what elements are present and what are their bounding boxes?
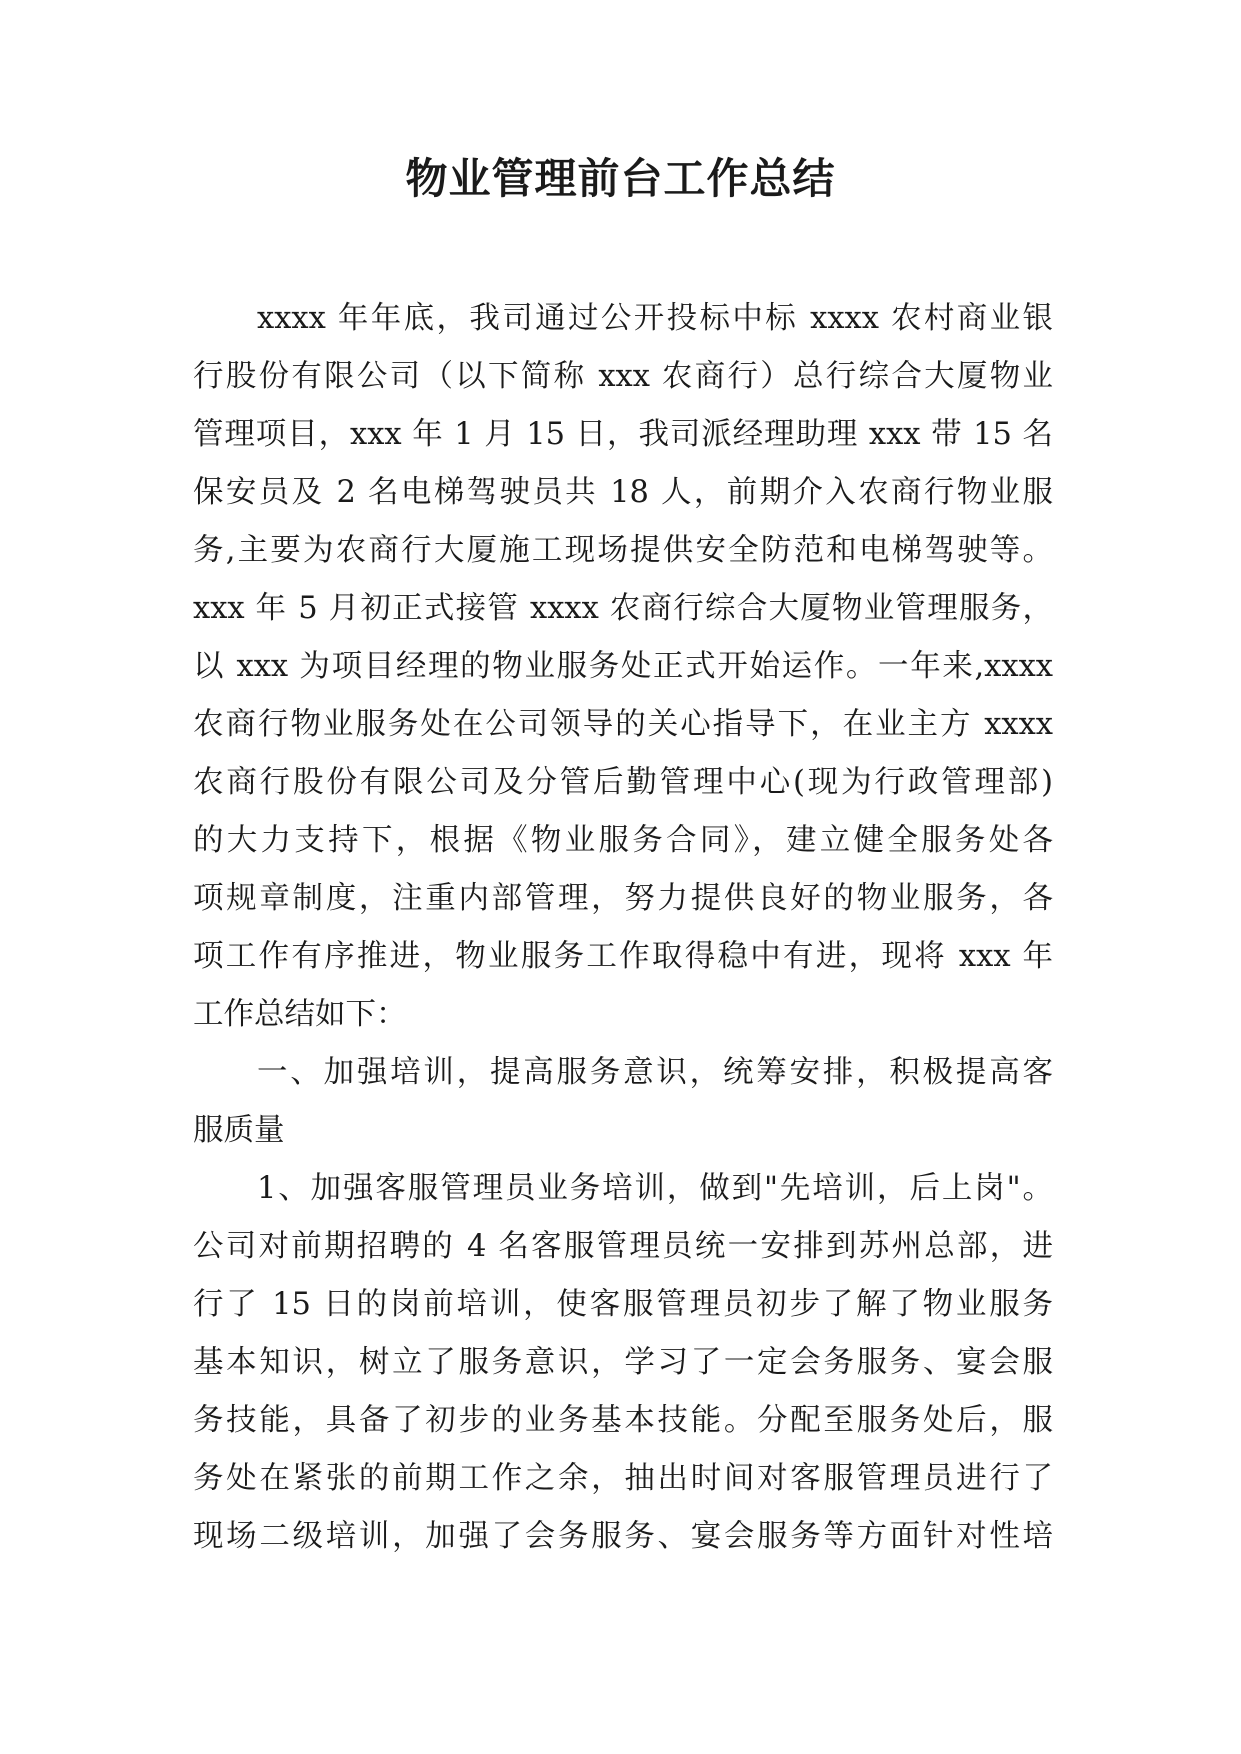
- paragraph-1-line-13: 工作总结如下：: [193, 997, 407, 1032]
- paragraph-1-line-4: 保安员及 2 名电梯驾驶员共 18 人，前期介入农商行物业服: [193, 475, 1053, 510]
- paragraph-1-line-9: 农商行股份有限公司及分管后勤管理中心(现为行政管理部): [193, 765, 1053, 800]
- paragraph-2-line-2: 公司对前期招聘的 4 名客服管理员统一安排到苏州总部，进: [193, 1229, 1053, 1264]
- document-title: 物业管理前台工作总结: [405, 154, 836, 203]
- paragraph-1-line-12: 项工作有序推进，物业服务工作取得稳中有进，现将 xxx 年: [193, 939, 1053, 974]
- paragraph-2-line-1: 1、加强客服管理员业务培训，做到"先培训，后上岗"。: [257, 1171, 1053, 1206]
- paragraph-1-line-7: 以 xxx 为项目经理的物业服务处正式开始运作。一年来,xxxx: [193, 649, 1053, 684]
- document-body: [193, 290, 1053, 1566]
- paragraph-2-line-6: 务处在紧张的前期工作之余，抽出时间对客服管理员进行了: [193, 1461, 1053, 1496]
- paragraph-1-line-3: 管理项目，xxx 年 1 月 15 日，我司派经理助理 xxx 带 15 名: [193, 417, 1053, 452]
- paragraph-2-line-3: 行了 15 日的岗前培训，使客服管理员初步了解了物业服务: [193, 1287, 1053, 1322]
- paragraph-1-line-8: 农商行物业服务处在公司领导的关心指导下，在业主方 xxxx: [193, 707, 1053, 742]
- paragraph-1-line-10: 的大力支持下，根据《物业服务合同》，建立健全服务处各: [193, 823, 1053, 858]
- section-heading-line-2: 服质量: [193, 1113, 285, 1148]
- paragraph-2-line-7: 现场二级培训，加强了会务服务、宴会服务等方面针对性培: [193, 1519, 1053, 1554]
- paragraph-1-line-5: 务,主要为农商行大厦施工现场提供安全防范和电梯驾驶等。: [193, 533, 1053, 568]
- paragraph-1-line-11: 项规章制度，注重内部管理，努力提供良好的物业服务，各: [193, 881, 1053, 916]
- paragraph-1-line-2: 行股份有限公司（以下简称 xxx 农商行）总行综合大厦物业: [193, 359, 1053, 394]
- paragraph-1-line-6: xxx 年 5 月初正式接管 xxxx 农商行综合大厦物业管理服务，: [193, 591, 1053, 626]
- paragraph-2-line-4: 基本知识，树立了服务意识，学习了一定会务服务、宴会服: [193, 1345, 1053, 1380]
- paragraph-1-line-1: xxxx 年年底，我司通过公开投标中标 xxxx 农村商业银: [257, 301, 1053, 336]
- paragraph-2-line-5: 务技能，具备了初步的业务基本技能。分配至服务处后，服: [193, 1403, 1053, 1438]
- section-heading-line-1: 一、加强培训，提高服务意识，统筹安排，积极提高客: [257, 1055, 1053, 1090]
